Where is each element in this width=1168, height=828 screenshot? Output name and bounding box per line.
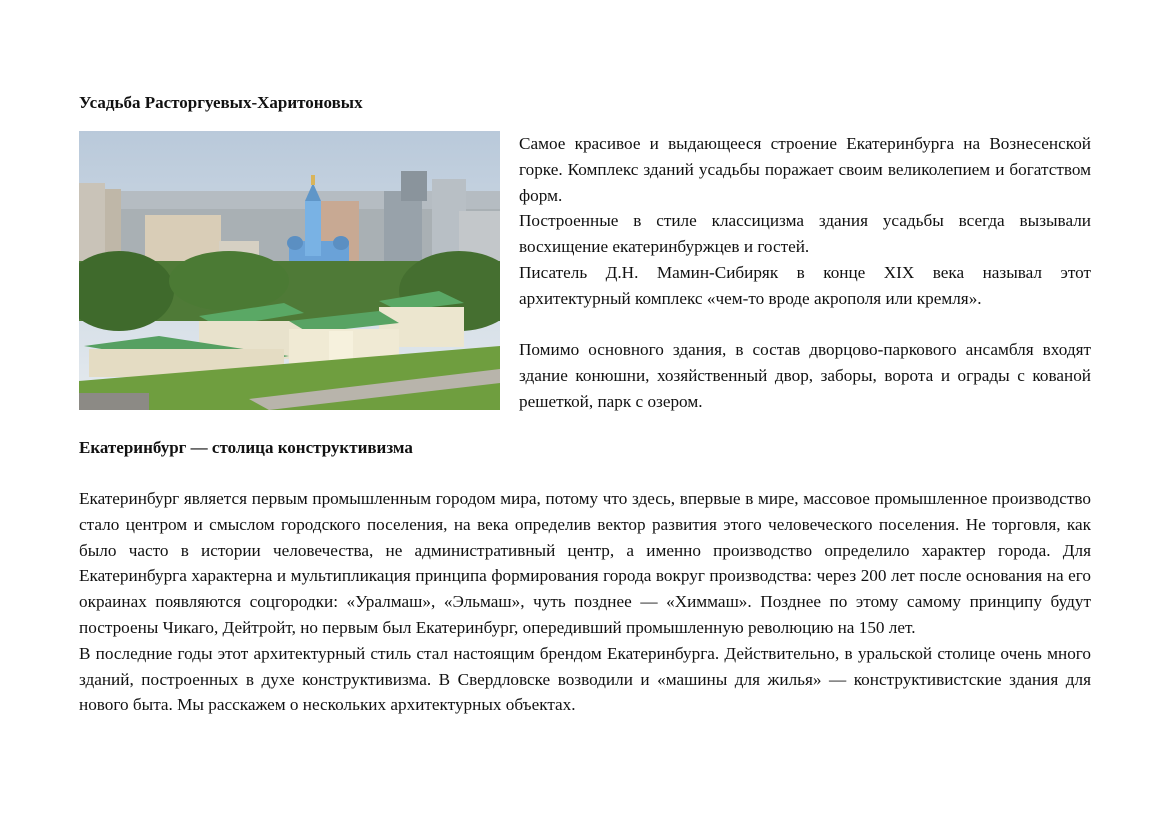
constructivism-paragraph-1: Екатеринбург является первым промышленным городом мира, потому что здесь, впервые в мире, массовое промышленное производство стало центром и смыслом городского поселения, на века определив вектор развития этого человеческого поселения. Не торговля, как было часто в истории человечества, не административный центр, а именно производство определило характер города. Для Екатеринбурга характерна и мультипликация принципа формирования города вокруг производства: через 200 лет после основания на его окраинах появляются соцгородки: «Уралмаш», «Эльмаш», чуть позднее — «Химмаш». Позднее по этому самому принципу будут построены Чикаго, Дейтройт, но первым был Екатеринбург, опередивший промышленную революцию на 150 лет. <box>79 489 1091 637</box>
estate-paragraph-2: Построенные в стиле классицизма здания усадьбы всегда вызывали восхищение екатеринбуржцев и гостей. <box>519 211 1091 257</box>
constructivism-paragraph-2: В последние годы этот архитектурный стиль стал настоящим брендом Екатеринбурга. Действительно, в уральской столице очень много зданий, построенных в духе конструктивизма. В Свердловске возводили и «машины для жилья» — конструктивистские здания для нового быта. Мы расскажем о нескольких архитектурных объектах. <box>79 643 1091 715</box>
estate-paragraph-3: Писатель Д.Н. Мамин-Сибиряк в конце XIX века называл этот архитектурный комплекс «чем-то вроде акрополя или кремля». <box>519 262 1091 308</box>
section-title-estate: Усадьба Расторгуевых-Харитоновых <box>79 93 363 112</box>
estate-description <box>519 131 1091 415</box>
estate-paragraph-4: Помимо основного здания, в состав дворцово-паркового ансамбля входят здание конюшни, хозяйственный двор, заборы, ворота и ограды с кованой решеткой, парк с озером. <box>519 340 1091 411</box>
estate-photo <box>79 131 500 410</box>
constructivism-text <box>79 486 1091 718</box>
estate-paragraph-1: Самое красивое и выдающееся строение Екатеринбурга на Вознесенской горке. Комплекс зданий усадьбы поражает своим великолепием и богатством форм. <box>519 134 1091 205</box>
section-title-constructivism: Екатеринбург — столица конструктивизма <box>79 438 413 457</box>
